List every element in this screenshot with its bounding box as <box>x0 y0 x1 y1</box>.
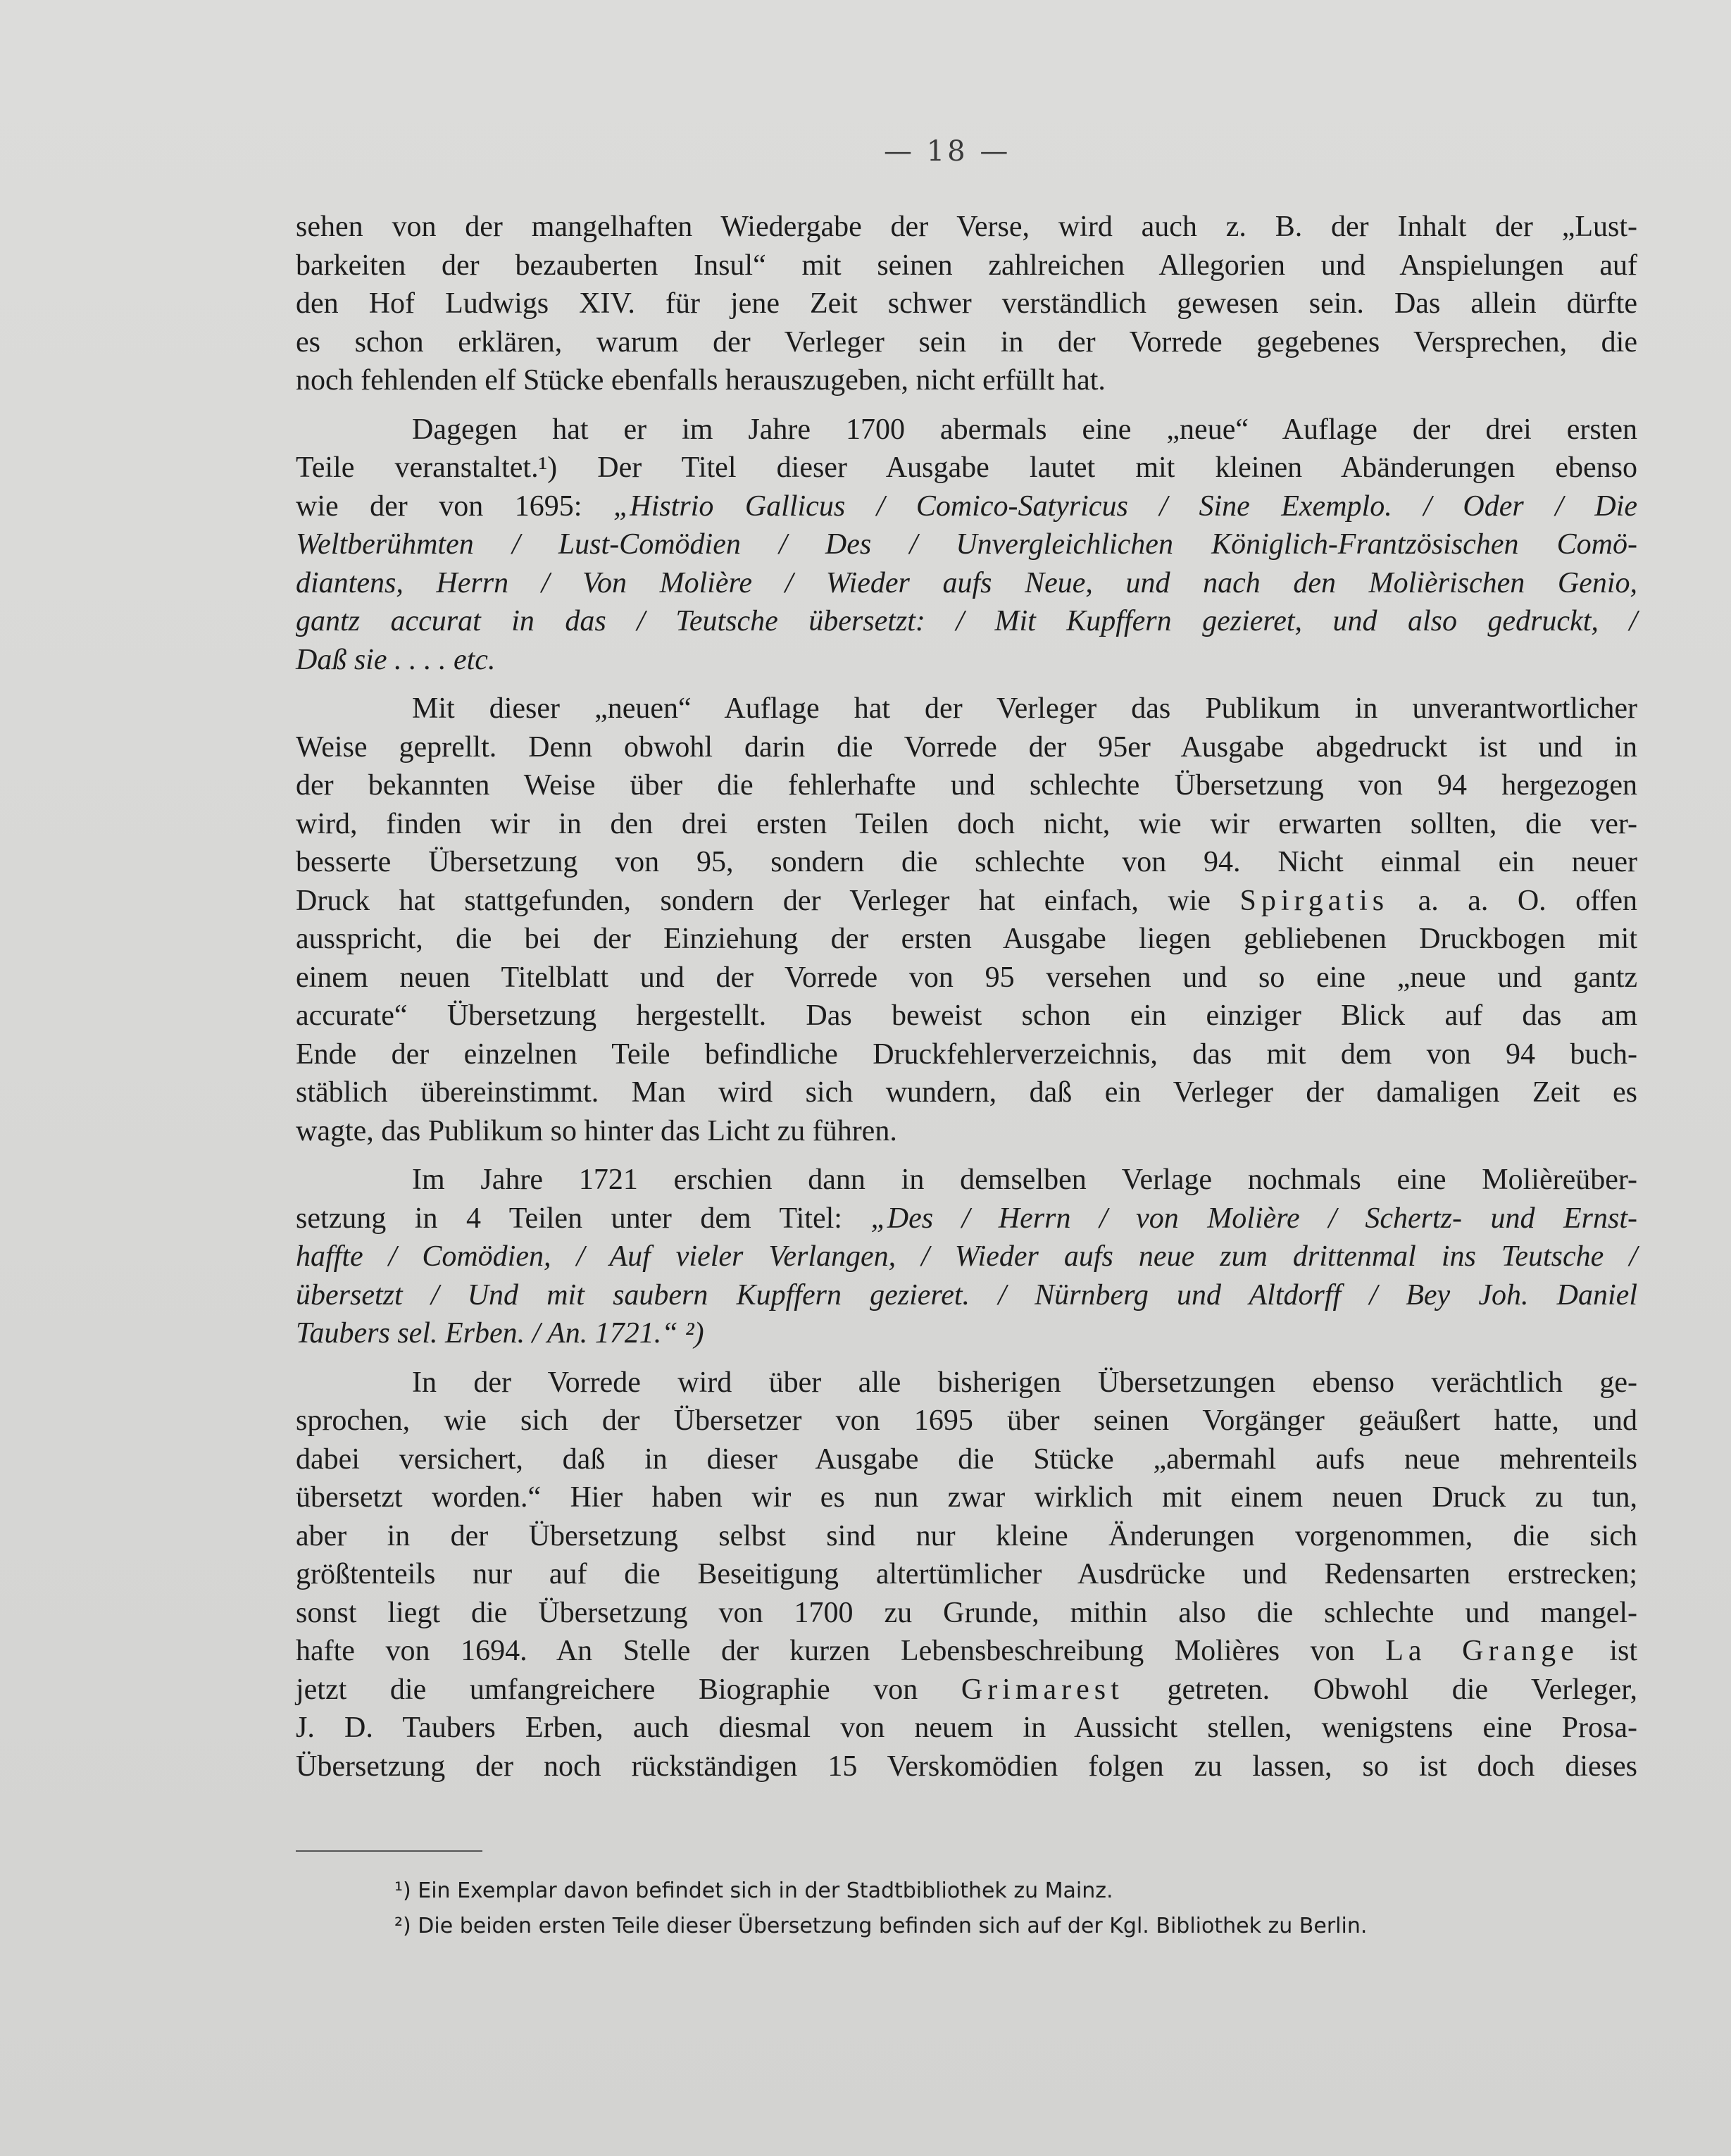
text-line: Im Jahre 1721 erschien dann in demselben Verlage nochmals eine Molièreüber- <box>412 1164 1637 1196</box>
text-segment: jetzt die umfangreichere Biographie von <box>296 1673 918 1706</box>
italic-title-segment: „Histrio Gallicus / Comico-Satyricus / Sine Exemplo. / Oder / Die <box>613 490 1637 523</box>
text-line: sprochen, wie sich der Übersetzer von 1695 über seinen Vorgänger geäußert hatte, und <box>296 1404 1637 1437</box>
text-line: einem neuen Titelblatt und der Vorrede von 95 versehen und so eine „neue und gantz <box>296 961 1637 994</box>
footnote-2: ²) Die beiden ersten Teile dieser Übersetzung befinden sich auf der Kgl. Bibliothek zu Berlin. <box>394 1914 1368 1938</box>
text-line: aber in der Übersetzung selbst sind nur kleine Änderungen vorgenommen, die sich <box>296 1519 1637 1552</box>
text-line: Teile veranstaltet.¹) Der Titel dieser Ausgabe lautet mit kleinen Abänderungen ebenso <box>296 451 1637 484</box>
paragraph-4 <box>296 1161 1637 1353</box>
text-line: ausspricht, die bei der Einziehung der ersten Ausgabe liegen gebliebenen Druckbogen mit <box>296 923 1637 955</box>
text-line: Mit dieser „neuen“ Auflage hat der Verleger das Publikum in unverantwortlicher <box>412 692 1637 725</box>
text-line: es schon erklären, warum der Verleger sein in der Vorrede gegebenes Versprechen, die <box>296 325 1637 359</box>
text-line: Dagegen hat er im Jahre 1700 abermals eine „neue“ Auflage der drei ersten <box>412 413 1637 446</box>
text-line: wagte, das Publikum so hinter das Licht zu führen. <box>296 1114 897 1147</box>
italic-title-line: gantz accurat in das / Teutsche übersetzt: / Mit Kupffern gezieret, und also gedruckt, / <box>296 605 1637 637</box>
text-line: größtenteils nur auf die Beseitigung altertümlicher Ausdrücke und Redensarten erstrecken; <box>296 1558 1637 1590</box>
text-line: Übersetzung der noch rückständigen 15 Verskomödien folgen zu lassen, so ist doch dieses <box>296 1750 1637 1783</box>
italic-title-line: haffte / Comödien, / Auf vieler Verlangen, / Wieder aufs neue zum drittenmal ins Teutsche / <box>296 1240 1637 1273</box>
text-line: der bekannten Weise über die fehlerhafte und schlechte Übersetzung von 94 hergezogen <box>296 769 1637 802</box>
text-line <box>296 1632 1637 1671</box>
text-segment: hafte von 1694. An Stelle der kurzen Lebensbeschreibung Molières von <box>296 1635 1355 1667</box>
spaced-name: Grimarest <box>961 1673 1124 1706</box>
text-segment: ist <box>1609 1635 1637 1667</box>
text-line: barkeiten der bezauberten Insul“ mit seinen zahlreichen Allegorien und Anspielungen auf <box>296 249 1637 282</box>
text-line: wird, finden wir in den drei ersten Teilen doch nicht, wie wir erwarten sollten, die ver- <box>296 807 1637 840</box>
text-line: stäblich übereinstimmt. Man wird sich wundern, daß ein Verleger der damaligen Zeit es <box>296 1076 1637 1109</box>
paragraph-5 <box>296 1364 1637 1786</box>
text-line: sehen von der mangelhaften Wiedergabe der Verse, wird auch z. B. der Inhalt der „Lust- <box>296 211 1637 243</box>
italic-title-segment: „Des / Herrn / von Molière / Schertz- und Ernst- <box>870 1202 1638 1235</box>
text-line: dabei versichert, daß in dieser Ausgabe die Stücke „abermahl aufs neue mehrenteils <box>296 1442 1637 1476</box>
italic-title-line: übersetzt / Und mit saubern Kupffern gezieret. / Nürnberg und Altdorff / Bey Joh. Daniel <box>296 1278 1637 1311</box>
footnote-separator <box>296 1850 482 1852</box>
text-line: Weise geprellt. Denn obwohl darin die Vorrede der 95er Ausgabe abgedruckt ist und in <box>296 730 1637 764</box>
text-line <box>296 487 1637 526</box>
text-line: den Hof Ludwigs XIV. für jene Zeit schwer verständlich gewesen sein. Das allein dürfte <box>296 287 1637 320</box>
spaced-name: Spirgatis <box>1239 884 1389 917</box>
text-line: besserte Übersetzung von 95, sondern die schlechte von 94. Nicht einmal ein neuer <box>296 846 1637 878</box>
italic-title-line: Daß sie . . . . etc. <box>296 643 496 676</box>
text-segment: Druck hat stattgefunden, sondern der Verleger hat einfach, wie <box>296 884 1211 917</box>
italic-title-line: Taubers sel. Erben. / An. 1721.“ ²) <box>296 1317 704 1350</box>
footnotes <box>394 1874 1606 1944</box>
spaced-name: La Grange <box>1385 1635 1579 1667</box>
text-segment: a. a. O. offen <box>1418 884 1637 917</box>
text-line: In der Vorrede wird über alle bisherigen Übersetzungen ebenso verächtlich ge- <box>412 1366 1637 1399</box>
italic-title-line: diantens, Herrn / Von Molière / Wieder aufs Neue, und nach den Molièrischen Genio, <box>296 566 1637 599</box>
text-line: J. D. Taubers Erben, auch diesmal von neuem in Aussicht stellen, wenigstens eine Prosa- <box>296 1712 1637 1744</box>
text-segment: setzung in 4 Teilen unter dem Titel: <box>296 1202 842 1235</box>
footnote-1: ¹) Ein Exemplar davon befindet sich in der Stadtbibliothek zu Mainz. <box>394 1878 1113 1903</box>
body-text <box>296 208 1637 1786</box>
italic-title-line: Weltberühmten / Lust-Comödien / Des / Unvergleichlichen Königlich-Frantzösischen Comö- <box>296 528 1637 561</box>
text-line: accurate“ Übersetzung hergestellt. Das beweist schon ein einziger Blick auf das am <box>296 999 1637 1032</box>
text-line: sonst liegt die Übersetzung von 1700 zu Grunde, mithin also die schlechte und mangel- <box>296 1596 1637 1629</box>
text-segment: getreten. Obwohl die Verleger, <box>1167 1673 1637 1706</box>
paragraph-2 <box>296 411 1637 680</box>
paragraph-3 <box>296 690 1637 1150</box>
text-line: noch fehlenden elf Stücke ebenfalls herauszugeben, nicht erfüllt hat. <box>296 364 1106 397</box>
text-line: Ende der einzelnen Teile befindliche Druckfehlerverzeichnis, das mit dem von 94 buch- <box>296 1038 1637 1071</box>
paragraph-1 <box>296 208 1637 400</box>
page-number: — 18 — <box>884 135 1011 168</box>
text-line <box>296 882 1637 921</box>
text-line: übersetzt worden.“ Hier haben wir es nun zwar wirklich mit einem neuen Druck zu tun, <box>296 1481 1637 1514</box>
text-segment: wie der von 1695: <box>296 490 582 523</box>
text-line <box>296 1199 1637 1238</box>
text-line <box>296 1671 1637 1709</box>
